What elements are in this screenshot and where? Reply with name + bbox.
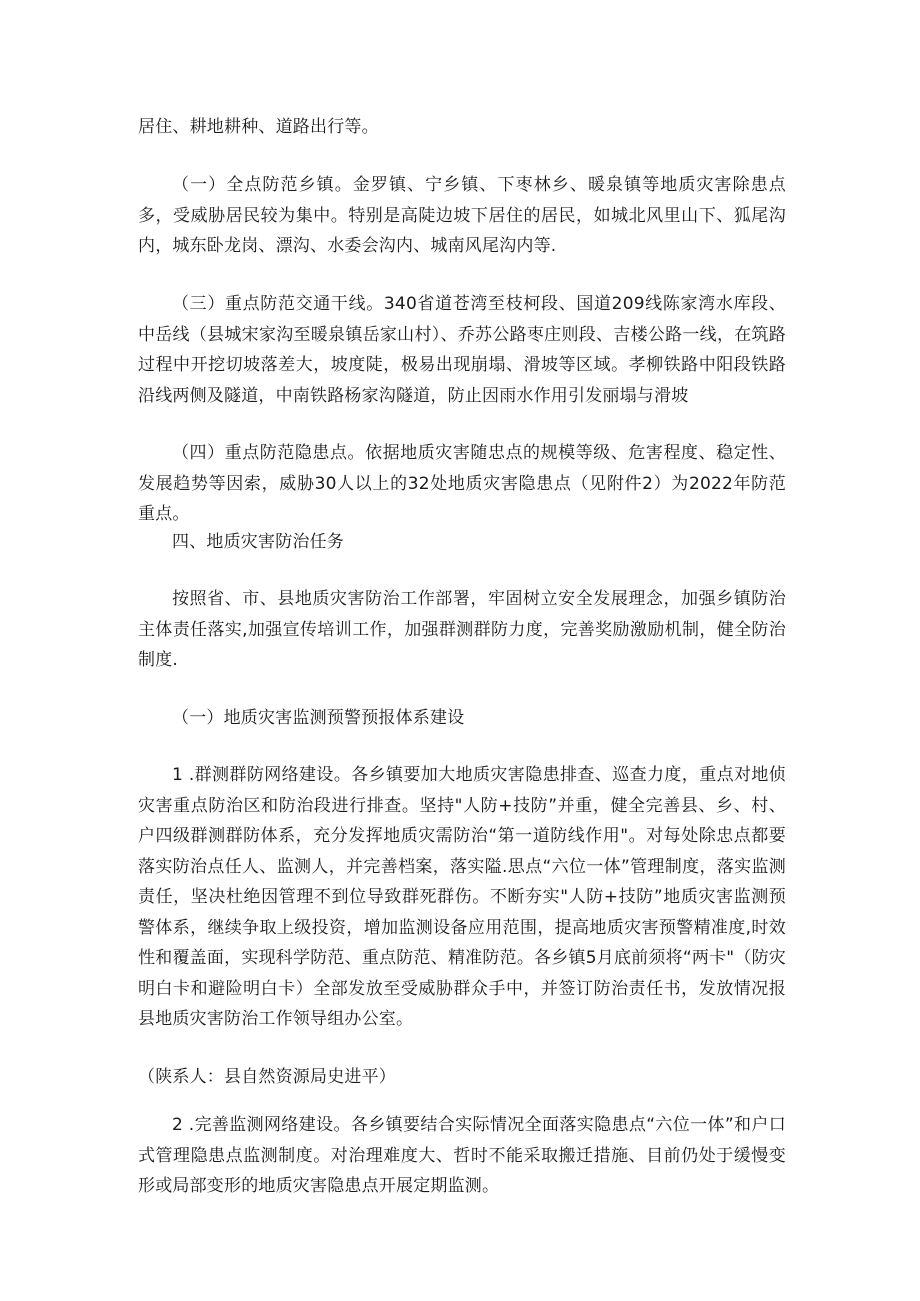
subsection-heading-monitoring: （一）地质灾害监测预警预报体系建设 [172, 708, 465, 728]
paragraph-deployment: 按照省、市、县地质灾害防治工作部署，牢固树立安全发展理念，加强乡镇防治主体责任落实,加强宣传培训工作，加强群测群防力度，完善奖励激励机制，健全防治制度. [138, 589, 786, 670]
paragraph-traffic: （三）重点防范交通干线。340省道苍湾至枝柯段、国道209线陈家湾水库段、中岳线（县城宋家沟至暖泉镇岳家山村）、乔苏公路枣庄则段、吉楼公路一线，在筑路过程中开挖切坡落差大，坡度陡，极易出现崩塌、滑坡等区域。孝柳铁路中阳段铁路沿线两侧及隧道，中南铁路杨家沟隧道，防止因雨水作用引发丽塌与滑坡 [138, 294, 786, 406]
paragraph-group-monitoring: 1 .群测群防网络建设。各乡镇要加大地质灾害隐患排查、巡查力度，重点对地侦灾害重点防治区和防治段进行排查。坚持"人防+技防”并重，健全完善县、乡、村、户四级群测群防体系，充分发挥地质灾需防治“第一道防线作用"。对每处除忠点都要落实防治点任人、监测人，并完善档案，落实隘.思点“六位一体”管理制度，落实监测责任，坚决杜绝因管理不到位导致群死群伤。不断夯实"人防+技防”地质灾害监测预警体系，继续争取上级投资，增加监测设备应用范围，提高地质灾害预警精准度,时效性和覆盖面，实现科学防范、重点防范、精准防范。各乡镇5月底前须将“两卡"（防灾明白卡和避险明白卡）全部发放至受威胁群众手中，并签订防治责任书，发放情况报县地质灾害防治工作领导组办公室。 [138, 765, 786, 1029]
section-heading-tasks: 四、地质灾害防治任务 [172, 532, 344, 552]
paragraph-hazard-points: （四）重点防范隐患点。依据地质灾害随忠点的规模等级、危害程度、稳定性、发展趋势等因索，威胁30人以上的32处地质灾害隐患点（见附件2）为2022年防范重点。 [138, 443, 786, 524]
paragraph-towns: （一）全点防范乡镇。金罗镇、宁乡镇、下枣林乡、暖泉镇等地质灾害除患点多，受威胁居民较为集中。特别是高陡边坡下居住的居民，如城北风里山下、狐尾沟内，城东卧龙岗、漂沟、水委会沟内、城南风尾沟内等. [138, 175, 786, 256]
paragraph-intro-tail: 居住、耕地耕种、道路出行等。 [138, 117, 379, 137]
paragraph-monitoring-network: 2 .完善监测网络建设。各乡镇要结合实际情况全面落实隐患点“六位一体”和户口式管理隐患点监测制度。对治理难度大、哲时不能采取搬迁措施、目前仍处于缓慢变形或局部变形的地质灾害隐患点开展定期监测。 [138, 1115, 786, 1196]
contact-note: （陕系人：县自然资源局史进平） [138, 1067, 396, 1087]
